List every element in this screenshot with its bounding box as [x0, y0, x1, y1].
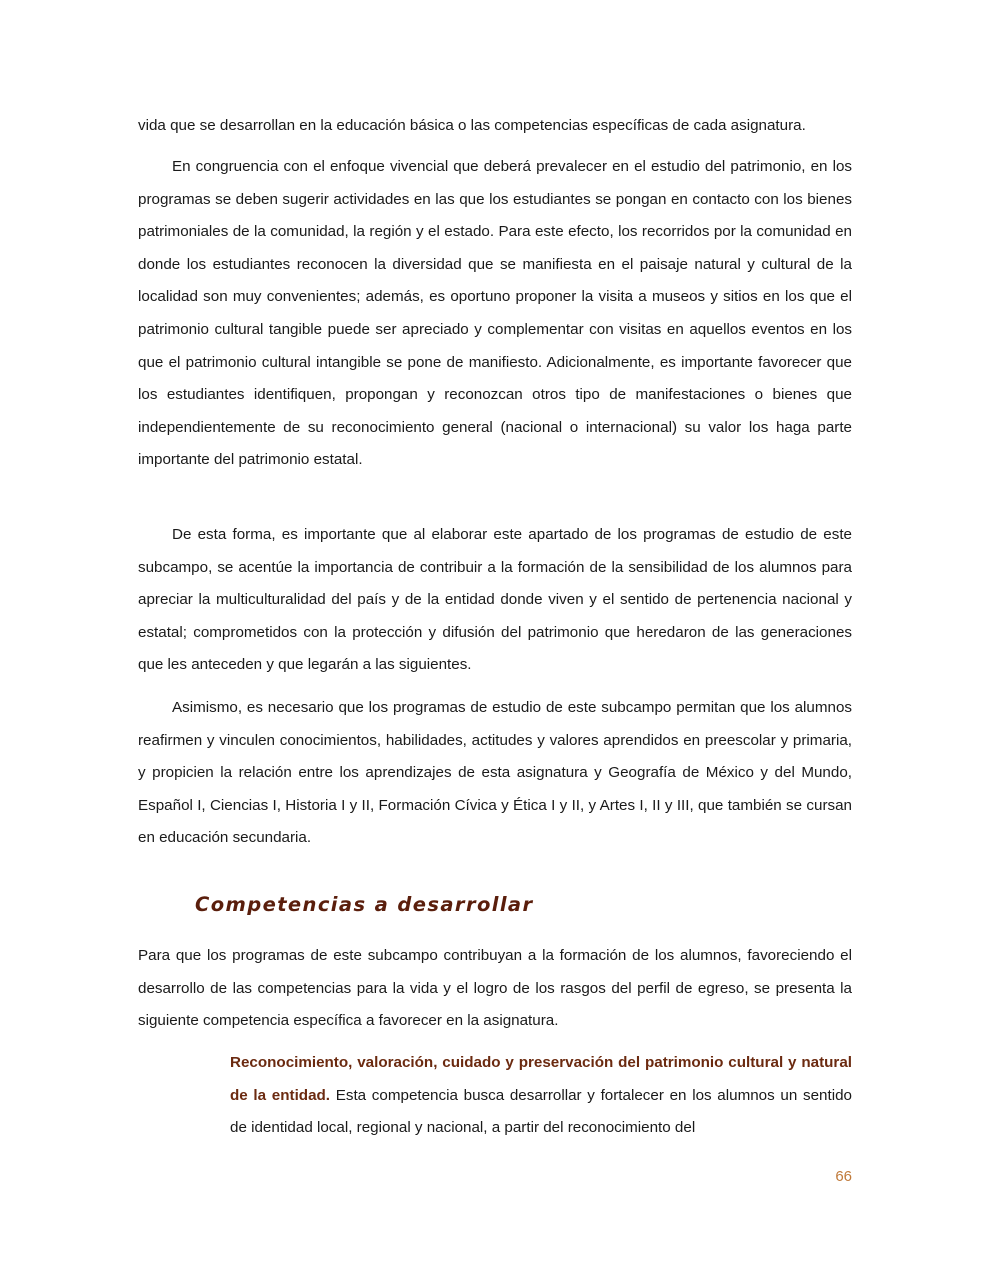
paragraph-vivencial-approach: En congruencia con el enfoque vivencial que deberá prevalecer en el estudio del patrimonio, en los programas se deben sugerir actividades en las que los estudiantes se pongan en contacto con los bienes patrimoniales de la comunidad, la región y el estado. Para este efecto, los recorridos por la comunidad en donde los estudiantes reconocen la diversidad que se manifiesta en el paisaje natural y cultural de la localidad son muy convenientes; además, es oportuno proponer la visita a museos y sitios en los que el patrimonio cultural tangible puede ser apreciado y complementar con visitas en aquellos eventos en los que el patrimonio cultural intangible se pone de manifiesto. Adicionalmente, es importante favorecer que los estudiantes identifiquen, propongan y reconozcan otros tipo de manifestaciones o bienes que independientemente de su reconocimiento general (nacional o internacional) su valor los haga parte importante del patrimonio estatal. [138, 158, 852, 469]
paragraph-sensibility: De esta forma, es importante que al elaborar este apartado de los programas de estudio de este subcampo, se acentúe la importancia de contribuir a la formación de la sensibilidad de los alumnos para apreciar la multiculturalidad del país y de la entidad donde viven y el sentido de pertenencia nacional y estatal; comprometidos con la protección y difusión del patrimonio que heredaron de las generaciones que les anteceden y que legarán a las siguientes. [138, 526, 852, 674]
competency-block [230, 1047, 852, 1145]
paragraph-competency-intro: Para que los programas de este subcampo contribuyan a la formación de los alumnos, favoreciendo el desarrollo de las competencias para la vida y el logro de los rasgos del perfil de egreso, se presenta la siguiente competencia específica a favorecer en la asignatura. [138, 947, 852, 1030]
paragraph-continuation: vida que se desarrollan en la educación básica o las competencias específicas de cada asignatura. [138, 117, 806, 134]
competency-text: Esta competencia busca desarrollar y fortalecer en los alumnos un sentido de identidad local, regional y nacional, a partir del reconocimiento del [230, 1086, 852, 1137]
competency-title: Reconocimiento, valoración, cuidado y preservación del patrimonio cultural y natural de la entidad. [230, 1054, 852, 1104]
page-number: 66 [835, 1168, 852, 1185]
section-heading: Competencias a desarrollar [195, 893, 534, 916]
paragraph-connections: Asimismo, es necesario que los programas de estudio de este subcampo permitan que los alumnos reafirmen y vinculen conocimientos, habilidades, actitudes y valores aprendidos en preescolar y primaria, y propicien la relación entre los aprendizajes de esta asignatura y Geografía de México y del Mundo, Español I, Ciencias I, Historia I y II, Formación Cívica y Ética I y II, y Artes I, II y III, que también se cursan en educación secundaria. [138, 699, 852, 847]
